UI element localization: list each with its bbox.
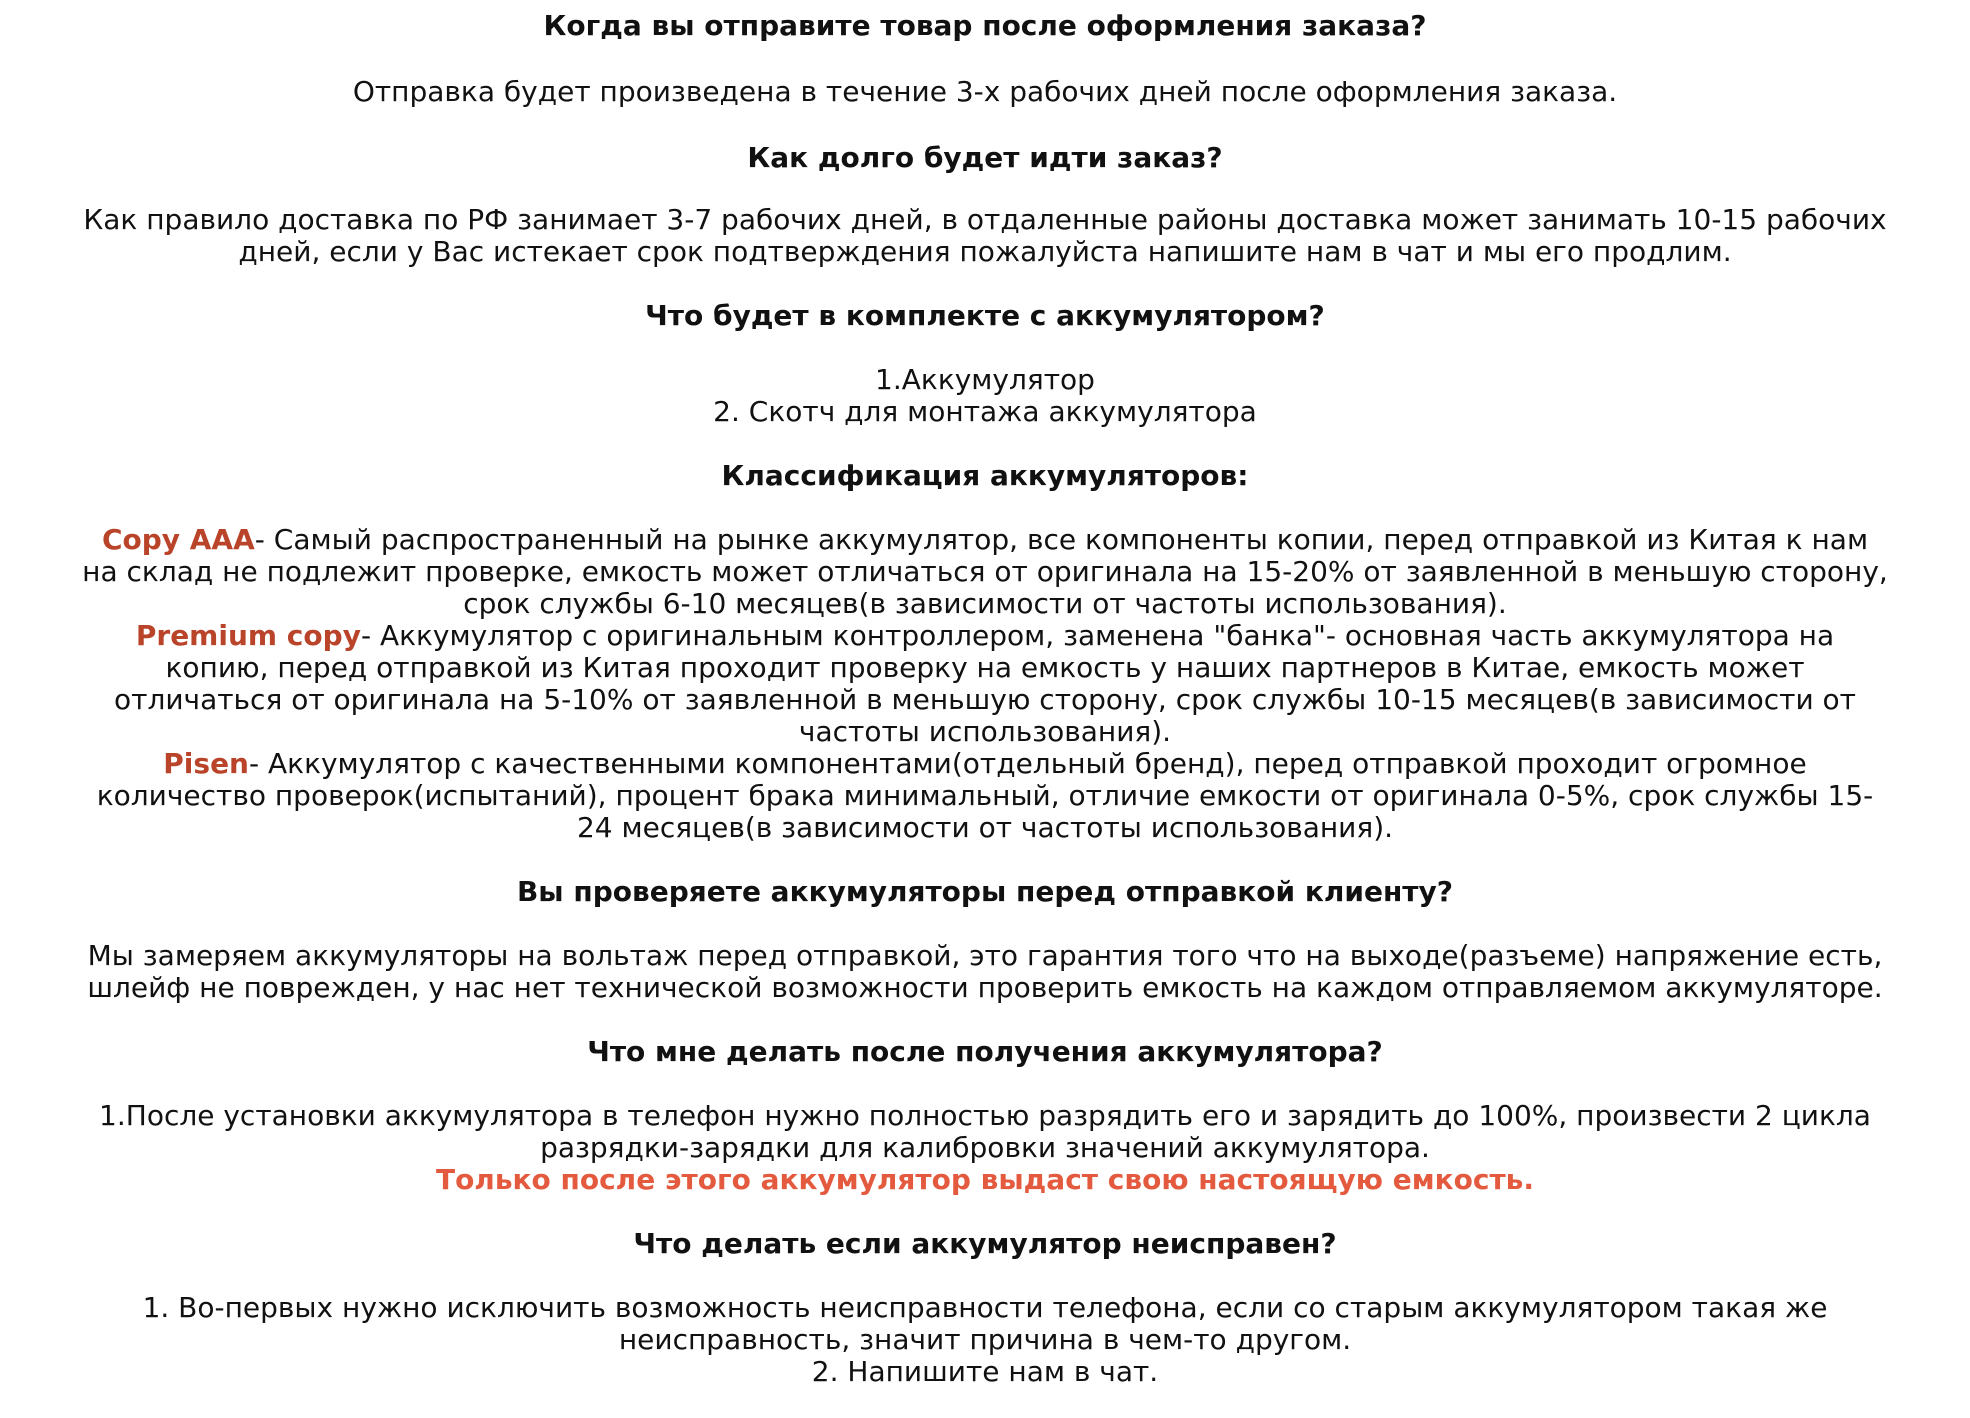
question-after-receiving: Что мне делать после получения аккумулятора? [587,1035,1383,1068]
answer-shipping-time: Отправка будет произведена в течение 3-х рабочих дней после оформления заказа. [352,75,1618,108]
answer-package-contents: 1.Аккумулятор 2. Скотч для монтажа аккумулятора [713,363,1257,428]
answer-faulty-battery: 1. Во-первых нужно исключить возможность неисправности телефона, если со старым аккумулятором такая же неисправность, значит причина в чем-то другом. 2. Напишите нам в чат. [142,1291,1828,1388]
classification-pisen: Pisen- Аккумулятор с качественными компонентами(отдельный бренд), перед отправкой проходит огромное количество проверок(испытаний), процент брака минимальный, отличие емкости от оригинала 0-5%, срок службы 15- 24 месяцев(в зависимости от частоты использования). [96,747,1874,844]
question-battery-check: Вы проверяете аккумуляторы перед отправкой клиенту? [516,875,1454,908]
question-package-contents: Что будет в комплекте с аккумулятором? [645,299,1325,332]
pisen-label: Pisen [163,747,249,780]
classification-copy-aaa: Copy AAA- Самый распространенный на рынке аккумулятор, все компоненты копии, перед отправкой из Китая к нам на склад не подлежит проверке, емкость может отличаться от оригинала на 15-20% от заявленной в меньшую сторону, срок службы 6-10 месяцев(в зависимости от частоты использования). [82,523,1888,620]
question-faulty-battery: Что делать если аккумулятор неисправен? [633,1227,1337,1260]
classification-premium-copy: Premium copy- Аккумулятор с оригинальным контроллером, заменена "банка"- основная часть аккумулятора на копию, перед отправкой из Китая проходит проверку на емкость у наших партнеров в Китае, емкость может отличаться от оригинала на 5-10% от заявленной в меньшую сторону, срок службы 10-15 месяцев(в зависимости от частоты использования). [114,619,1856,748]
copy-aaa-label: Copy AAA [101,523,255,556]
question-delivery-duration: Как долго будет идти заказ? [747,141,1223,174]
answer-delivery-duration: Как правило доставка по РФ занимает 3-7 рабочих дней, в отдаленные районы доставка может занимать 10-15 рабочих дней, если у Вас истекает срок подтверждения пожалуйста напишите нам в чат и мы его продлим. [83,203,1887,268]
premium-copy-label: Premium copy [135,619,361,652]
question-battery-classification: Классификация аккумуляторов: [721,459,1249,492]
question-shipping-time: Когда вы отправите товар после оформления заказа? [543,9,1427,42]
calibration-warning: Только после этого аккумулятор выдаст свою настоящую емкость. [435,1163,1535,1196]
answer-after-receiving: 1.После установки аккумулятора в телефон нужно полностью разрядить его и зарядить до 100%, произвести 2 цикла разрядки-зарядки для калибровки значений аккумулятора. Только после этого аккумулятор выдаст свою настоящую емкость. [30,1100,1940,1196]
answer-battery-check: Мы замеряем аккумуляторы на вольтаж перед отправкой, это гарантия того что на выходе(разъеме) напряжение есть, шлейф не поврежден, у нас нет технической возможности проверить емкость на каждом отправляемом аккумуляторе. [87,939,1883,1004]
